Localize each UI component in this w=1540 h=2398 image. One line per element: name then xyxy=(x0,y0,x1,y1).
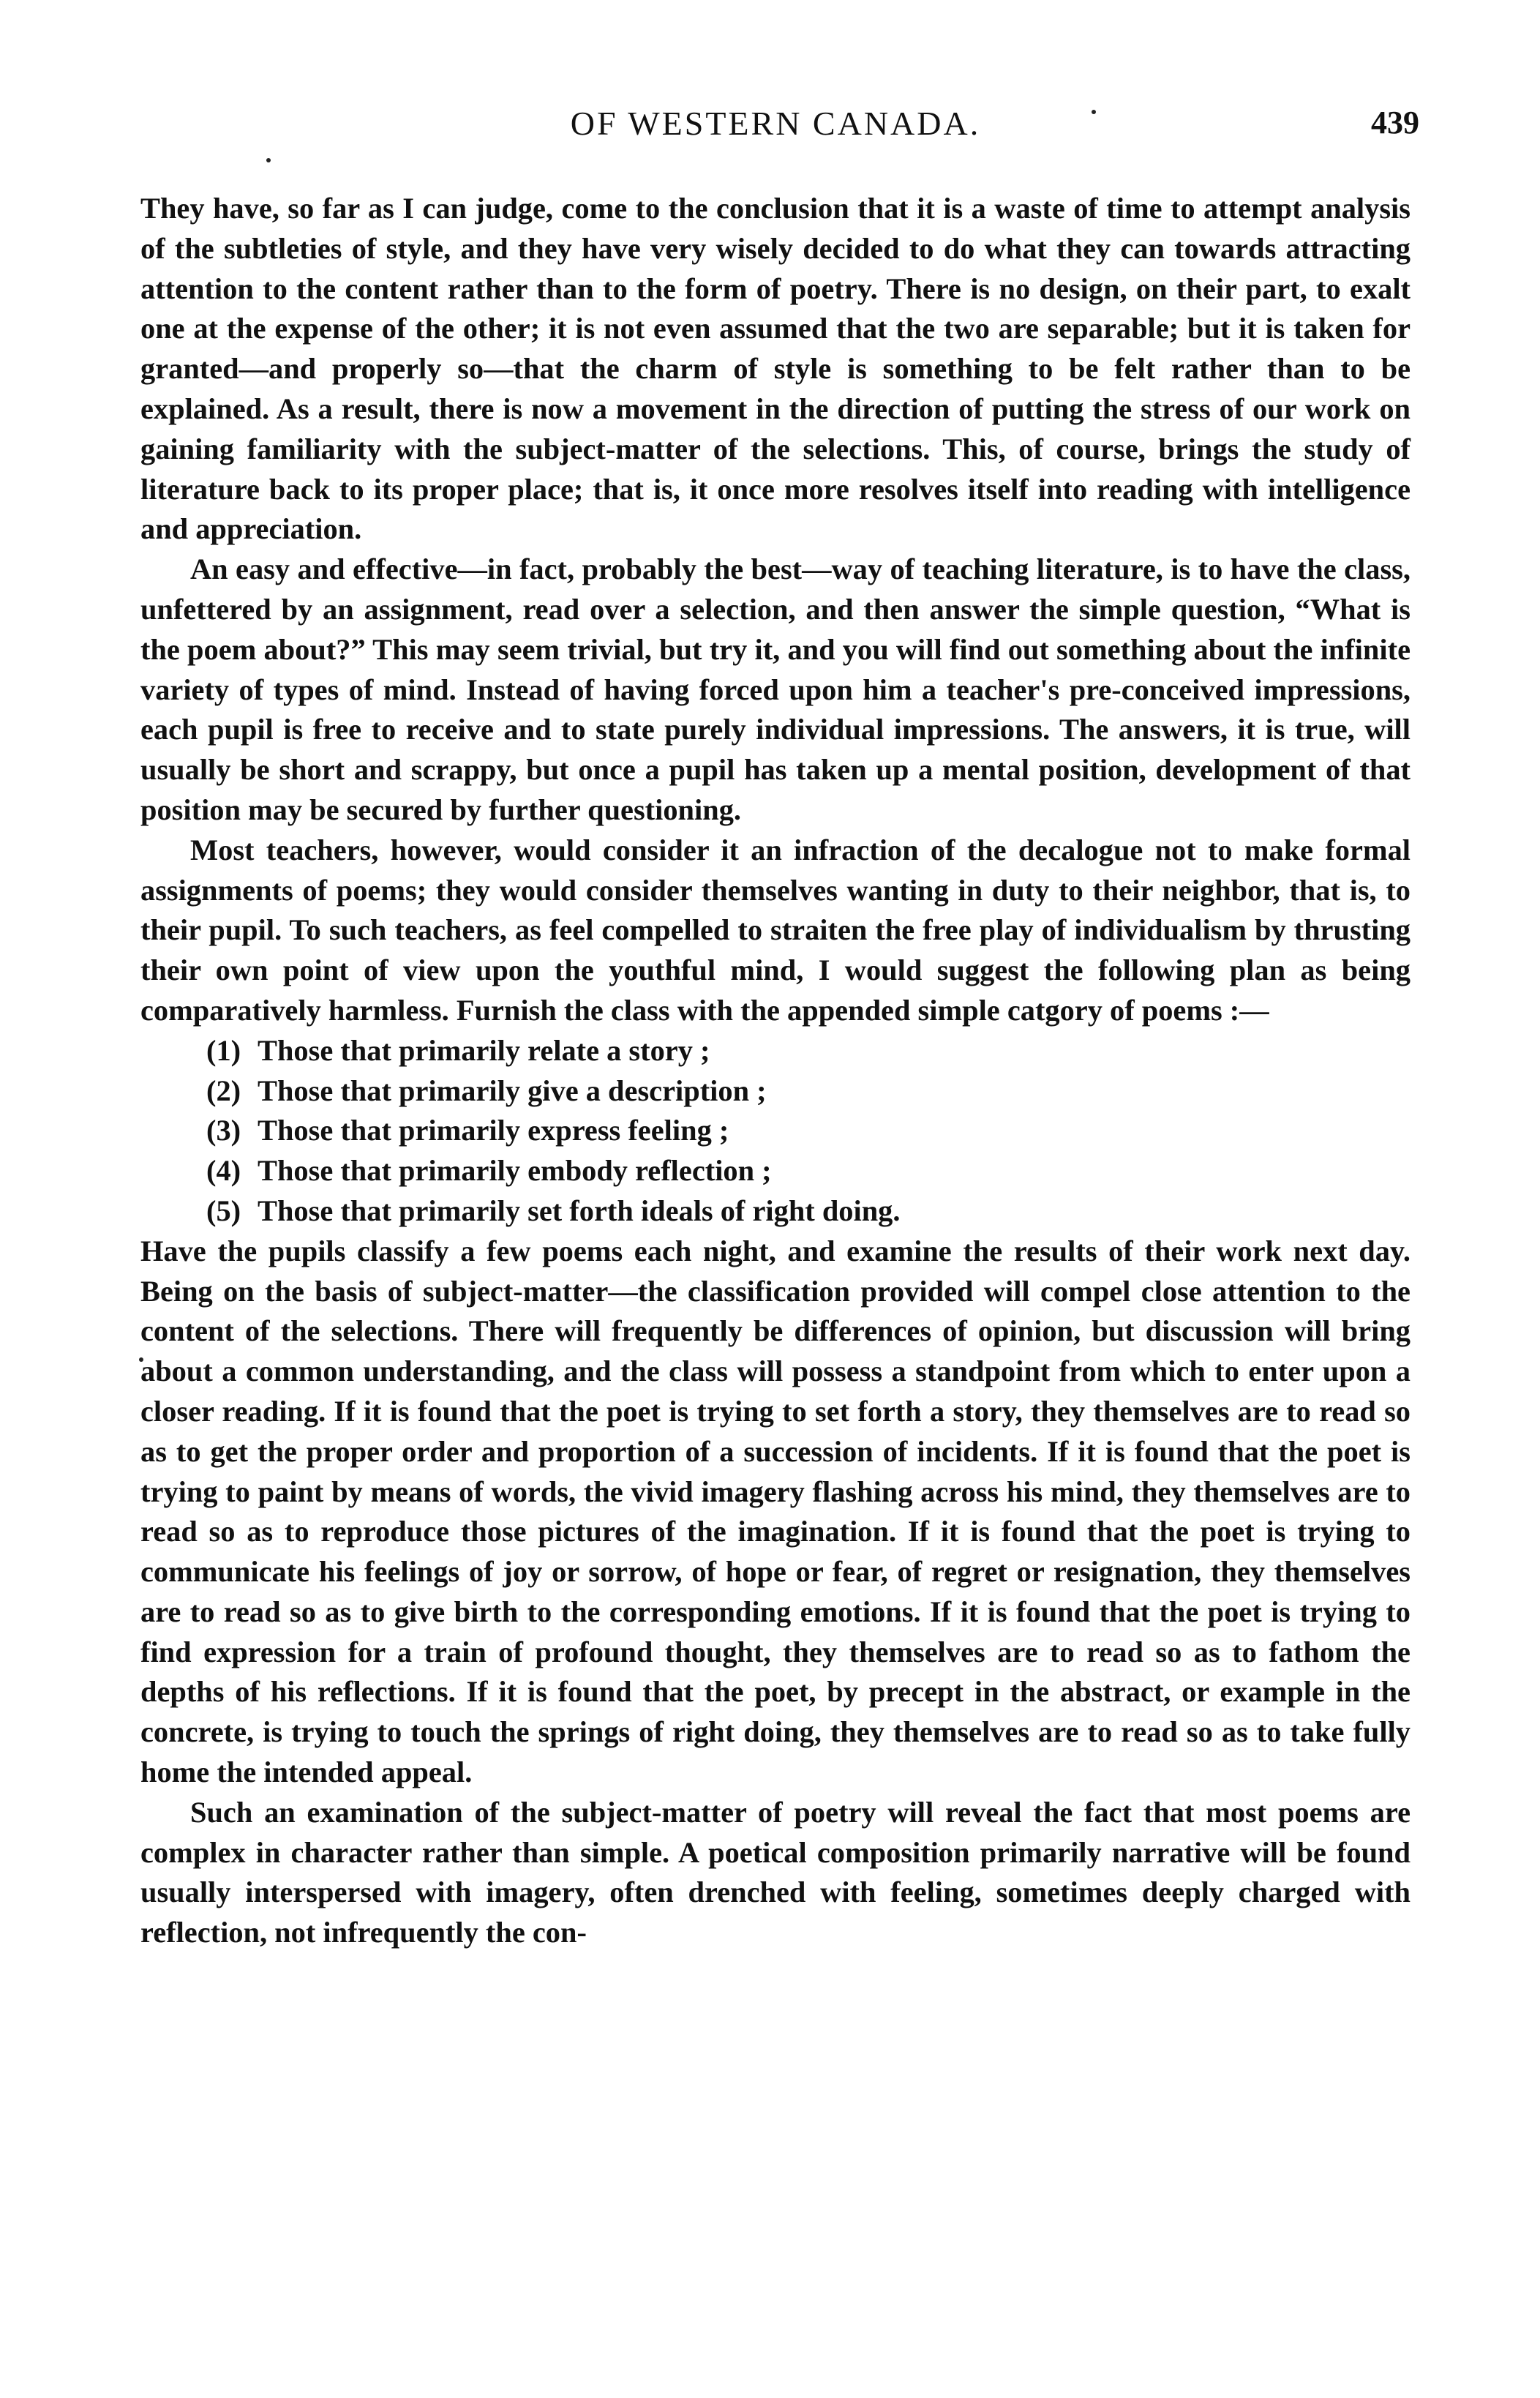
list-item xyxy=(140,1191,1411,1232)
list-item xyxy=(140,1111,1411,1151)
list-text: Those that primarily give a description ; xyxy=(258,1074,767,1107)
body-text xyxy=(140,189,1411,1953)
list-text: Those that primarily set forth ideals of right doing. xyxy=(258,1194,901,1227)
list-text: Those that primarily relate a story ; xyxy=(258,1033,710,1067)
page-number: 439 xyxy=(1371,105,1419,140)
print-speck xyxy=(1092,110,1096,114)
page-header xyxy=(132,104,1419,155)
list-number: (4) xyxy=(206,1154,241,1188)
list-text: Those that primarily embody reflection ; xyxy=(258,1154,772,1188)
list-item xyxy=(140,1151,1411,1191)
list-number: (3) xyxy=(206,1114,241,1147)
list-text: Those that primarily express feeling ; xyxy=(258,1114,729,1147)
paragraph: Most teachers, however, would consider it an infraction of the decalogue not to make formal assignments of poems; they would consider themselves wanting in duty to their neighbor, that is, to their pupil. To such teachers, as feel compelled to straiten the free play of individualism by thrusting their own point of view upon the youthful mind, I would suggest the following plan as being comparatively harmless. Furnish the class with the appended simple catgory of poems :— xyxy=(140,833,1411,1027)
paragraph: They have, so far as I can judge, come to the conclusion that it is a waste of time to attempt analysis of the subtleties of style, and they have very wisely decided to do what they can towards attracting attention to the content rather than to the form of poetry. There is no design, on their part, to exalt one at the expense of the other; it is not even assumed that the two are separable; but it is taken for granted—and properly so—that the charm of style is something to be felt rather than to be explained. As a result, there is now a movement in the direction of putting the stress of our work on gaining familiarity with the subject-matter of the selections. This, of course, brings the study of literature back to its proper place; that is, it once more resolves itself into reading with intelligence and appreciation. xyxy=(140,192,1411,546)
running-title: OF WESTERN CANADA. xyxy=(570,105,981,142)
paragraph: An easy and effective—in fact, probably the best—way of teaching literature, is to have the class, unfettered by an assignment, read over a selection, and then answer the simple question, “What is the poem about?” This may seem trivial, but try it, and you will find out something about the infinite variety of types of mind. Instead of having forced upon him a teacher's pre-conceived impressions, each pupil is free to receive and to state purely individual impressions. The answers, it is true, will usually be short and scrappy, but once a pupil has taken up a mental position, development of that position may be secured by further questioning. xyxy=(140,552,1411,826)
list-number: (1) xyxy=(206,1033,241,1067)
print-speck xyxy=(266,158,271,162)
list-number: (5) xyxy=(206,1194,241,1227)
poem-category-list xyxy=(140,1031,1411,1232)
list-item xyxy=(140,1071,1411,1112)
list-number: (2) xyxy=(206,1074,241,1107)
list-item xyxy=(140,1031,1411,1071)
paragraph: Have the pupils classify a few poems each night, and examine the results of their work next day. Being on the basis of subject-matter—the classification provided will compel close attention to the content of the selections. There will frequently be differences of opinion, but discussion will bring about a common understanding, and the class will possess a standpoint from which to enter upon a closer reading. If it is found that the poet is trying to set forth a story, they themselves are to read so as to get the proper order and proportion of a succession of incidents. If it is found that the poet is trying to paint by means of words, the vivid imagery flashing across his mind, they themselves are to read so as to reproduce those pictures of the imagination. If it is found that the poet is trying to communicate his feelings of joy or sorrow, of hope or fear, of regret or resignation, they themselves are to read so as to give birth to the corresponding emotions. If it is found that the poet is trying to find expression for a train of profound thought, they themselves are to read so as to fathom the depths of his reflections. If it is found that the poet, by precept in the abstract, or example in the concrete, is trying to touch the springs of right doing, they themselves are to read so as to take fully home the intended appeal. xyxy=(140,1234,1411,1789)
paragraph: Such an examination of the subject-matter of poetry will reveal the fact that most poems are complex in character rather than simple. A poetical composition primarily narrative will be found usually interspersed with imagery, often drenched with feeling, sometimes deeply charged with reflection, not infrequently the con- xyxy=(140,1795,1411,1949)
